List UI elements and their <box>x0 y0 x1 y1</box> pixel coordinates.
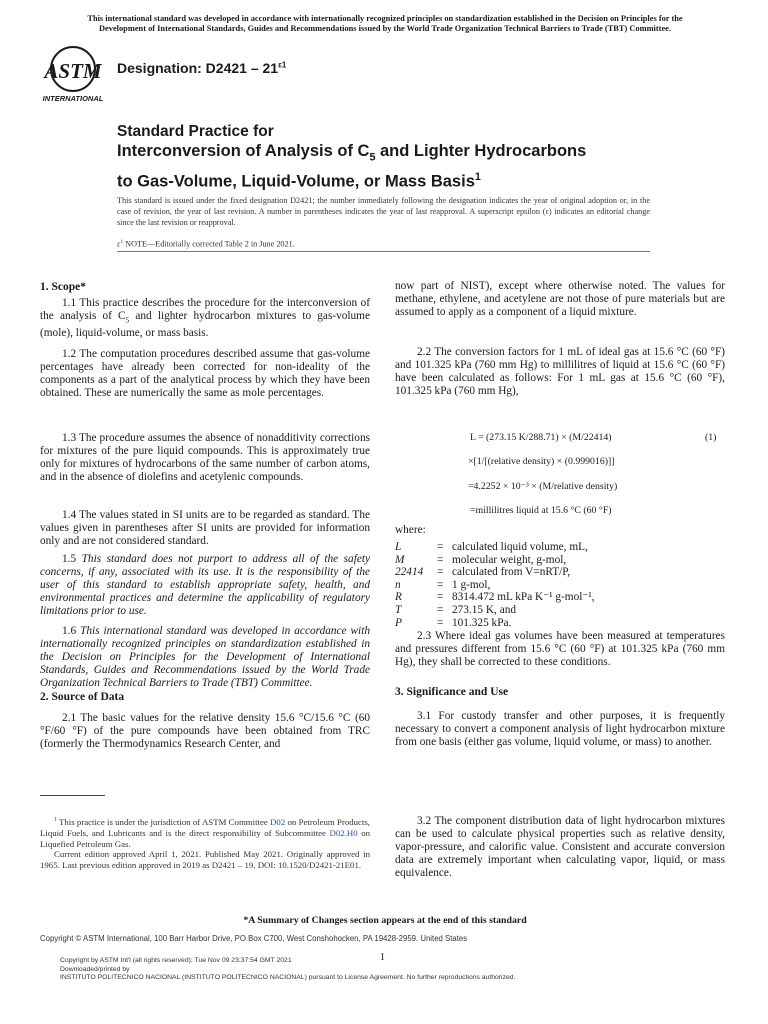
paragraph-2-1-continued: now part of NIST), except where otherwise noted. The values for methane, ethylene, and acetylene are not those of pure materials but are assumed to apply as a component of a liquid mixture. <box>395 280 725 318</box>
footnote-divider <box>40 795 105 796</box>
equation-line-3: =4.2252 × 10⁻³ × (M/relative density) <box>468 481 618 492</box>
logo-text: ASTM <box>44 59 102 83</box>
committee-link[interactable]: D02 <box>270 816 286 827</box>
paragraph-1-2: 1.2 The computation procedures described assume that gas-volume percentages have already been corrected for non-ideality of the components as a part of the analytical process by which they have been obtained. These are numerically the same as mole percentages. <box>40 348 370 399</box>
paragraph-2-1: 2.1 The basic values for the relative density 15.6 °C/15.6 °C (60 °F/60 °F) of the pure compounds have been obtained from TRC (formerly the Thermodynamics Research Center, and <box>40 712 370 750</box>
header-divider <box>117 251 650 252</box>
astm-logo-icon <box>40 44 110 104</box>
variable-definitions <box>395 541 725 629</box>
equation-line-4: =millilitres liquid at 15.6 °C (60 °F) <box>470 505 612 516</box>
where-label: where: <box>395 524 426 536</box>
designation-label: Designation: D2421 – 21 <box>117 60 279 76</box>
equation-number: (1) <box>705 432 717 443</box>
document-title <box>117 122 717 192</box>
title-line-2: Interconversion of Analysis of $C_5$ and Lighter Hydrocarbons <box>117 142 587 164</box>
section-heading-scope: 1. Scope* <box>40 281 86 293</box>
paragraph-1-5: 1.5 This standard does not purport to address all of the safety concerns, if any, associated with its use. It is the responsibility of the user of this standard to establish appropriate safety, health, and environmental practices and determine the applicability of regulatory limitations prior to use. <box>40 553 370 617</box>
subcommittee-link[interactable]: D02.H0 <box>329 827 358 838</box>
definition-row: 22414 = calculated from V=nRT/P, <box>395 566 571 579</box>
summary-of-changes-note: *A Summary of Changes section appears at the end of this standard <box>243 915 527 926</box>
paragraph-1-1: 1.1 This practice describes the procedure for the interconversion of the analysis of $C_5$ and lighter hydrocarbon mixtures to gas-volume (mole), liquid-volume, or mass basis. <box>40 297 370 340</box>
copyright-line: Copyright © ASTM International, 100 Barr Harbor Drive, PO Box C700, West Conshohocken, PA 19428-2959. United States <box>40 934 468 943</box>
paragraph-2-2: 2.2 The conversion factors for 1 mL of ideal gas at 15.6 °C (60 °F) and 101.325 kPa (760 mm Hg) to millilitres of liquid at 15.6 °C (60 °F) have been calculated as follows: For 1 mL gas at 15.6 °C (60 °F), 101.325 kPa (760 mm Hg), <box>395 346 725 397</box>
top-notice-line-2: Development of International Standards, Guides and Recommendations issued by the World Trade Organization Technical Barriers to Trade (TBT) Committee. <box>99 24 671 33</box>
paragraph-1-6: 1.6 This international standard was developed in accordance with internationally recognized principles on standardization established in the Decision on Principles for the Development of International Standards, Guides and Recommendations issued by the World Trade Organization Technical Barriers to Trade (TBT) Committee. <box>40 625 370 689</box>
section-heading-source-of-data: 2. Source of Data <box>40 691 125 703</box>
footnote: $^1$ This practice is under the jurisdiction of ASTM Committee D02 on Petroleum Products, Liquid Fuels, and Lubricants and is the direct responsibility of Subcommittee D02.H0 on Liquefied Petroleum Gas. Current edition approved April 1, 2021. Published May 2021. Originally approved in 1965. Last previous edition approved in 2019 as D2421 – 19. DOI: 10.1520/D2421-21E01. <box>40 816 370 871</box>
definition-row: n = 1 g-mol, <box>395 578 491 591</box>
top-notice <box>40 14 730 34</box>
definition-row: M = molecular weight, g-mol, <box>395 553 567 566</box>
paragraph-3-1: 3.1 For custody transfer and other purposes, it is frequently necessary to convert a component analysis of light hydrocarbon mixture from one basis (either gas volume, liquid volume, or mass) to another. <box>395 710 725 748</box>
footnote-edition: Current edition approved April 1, 2021. Published May 2021. Originally approved in 1965. Last previous edition approved in 2019 as D2421 – 19. DOI: 10.1520/D2421-21E01. <box>40 849 370 871</box>
license-line-3: INSTITUTO POLITECNICO NACIONAL (INSTITUTO POLITECNICO NACIONAL) pursuant to License Agreement. No further reproductions authorized. <box>60 974 516 982</box>
astm-logo <box>40 44 110 104</box>
equation-line-1: L = (273.15 K/288.71) × (M/22414) <box>470 432 612 443</box>
definition-row: R = 8314.472 mL kPa K⁻¹ g-mol⁻¹, <box>395 591 595 604</box>
top-notice-line-1: This international standard was developed in accordance with internationally recognized principles on standardization established in the Decision on Principles for the <box>87 14 683 23</box>
issued-note: This standard is issued under the fixed designation D2421; the number immediately following the designation indicates the year of original adoption or, in the case of revision, the year of last revision. A number in parentheses indicates the year of last reapproval. A superscript epsilon (ε) indicates an editorial change since the last revision or reapproval. <box>117 196 650 227</box>
paragraph-1-4: 1.4 The values stated in SI units are to be regarded as standard. The values given in parentheses after SI units are provided for information only and are not considered standard. <box>40 509 370 547</box>
page-number: 1 <box>380 952 385 963</box>
logo-subtext: INTERNATIONAL <box>42 94 104 103</box>
license-line-1: Copyright by ASTM Int'l (all rights reserved); Tue Nov 09 23:37:54 GMT 2021 <box>60 957 292 964</box>
definition-row: P = 101.325 kPa. <box>395 616 512 629</box>
designation <box>117 60 286 76</box>
paragraph-1-3: 1.3 The procedure assumes the absence of nonadditivity corrections for mixtures of the pure liquid compounds. This is approximately true only for mixtures of hydrocarbons of the same number of carbon atoms, and in the absence of diolefins and acetylenic compounds. <box>40 432 370 483</box>
license-line-2: Downloaded/printed by <box>60 965 130 973</box>
paragraph-2-3: 2.3 Where ideal gas volumes have been measured at temperatures and pressures different from 15.6 °C (60 °F) at 101.325 kPa (760 mm Hg), they shall be corrected to these conditions. <box>395 630 725 668</box>
license-notice <box>60 957 515 983</box>
title-line-3: to Gas-Volume, Liquid-Volume, or Mass Basis$^1$ <box>117 171 481 191</box>
equation-line-2: ×[1/[(relative density) × (0.999016)]] <box>468 456 615 467</box>
editorial-note: $\varepsilon^1$ NOTE—Editorially corrected Table 2 in June 2021. <box>117 239 295 249</box>
title-line-1: Standard Practice for <box>117 123 274 140</box>
designation-epsilon: ε1 <box>278 60 287 70</box>
definition-row: L = calculated liquid volume, mL, <box>395 541 588 553</box>
paragraph-3-2: 3.2 The component distribution data of light hydrocarbon mixtures can be used to calculate physical properties such as relative density, vapor-pressure, and calorific value. Consistent and accurate conversion data are extremely important when calculating vapor, liquid, or mass equivalence. <box>395 815 725 879</box>
definition-row: T = 273.15 K, and <box>395 603 517 616</box>
section-heading-significance-and-use: 3. Significance and Use <box>395 686 509 698</box>
